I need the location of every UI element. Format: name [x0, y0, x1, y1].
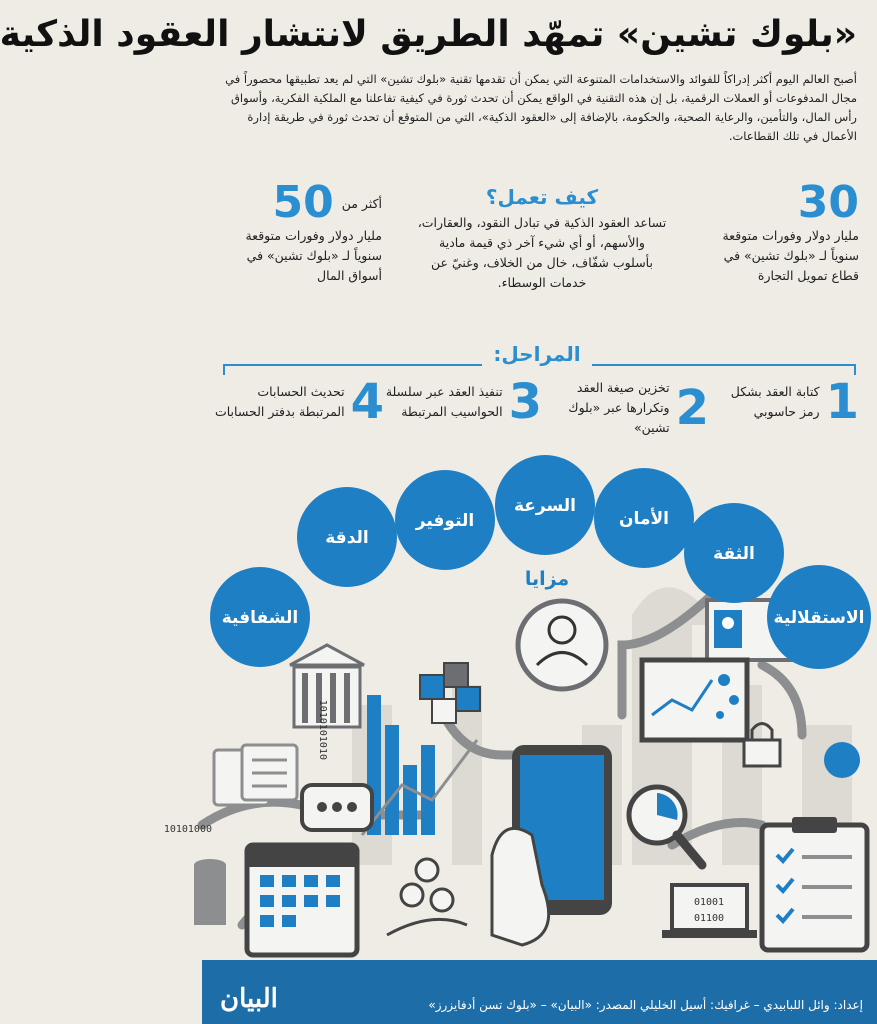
stage-3	[373, 374, 542, 430]
stage-text: تحديث الحسابات المرتبطة بدفتر الحسابات	[214, 384, 345, 419]
smartphone-icon	[492, 745, 612, 945]
advantage-label: الدقة	[325, 528, 369, 548]
coins-icon	[387, 859, 467, 935]
advantage-independence	[767, 565, 871, 669]
advantage-savings	[395, 470, 495, 570]
advantage-label: الأمان	[619, 509, 669, 529]
advantage-accuracy	[297, 487, 397, 587]
binary-text: 01100	[693, 913, 725, 924]
stat-trade-finance	[709, 177, 859, 286]
chat-bubble-icon	[302, 785, 372, 830]
dashboard-monitor-icon	[642, 660, 747, 740]
user-avatar-icon	[518, 601, 606, 689]
advantage-label: الثقة	[713, 544, 755, 564]
stage-text: تنفيذ العقد عبر سلسلة الحواسيب المرتبطة	[385, 384, 503, 419]
binary-text: 01001	[693, 897, 725, 908]
stat-number: 30	[797, 177, 859, 228]
laptop-icon	[662, 885, 757, 938]
advantage-label: الشفافية	[221, 608, 299, 628]
advantage-label: الاستقلالية	[773, 608, 865, 628]
stage-2	[540, 378, 709, 438]
stage-number: 3	[508, 374, 542, 430]
stat-number: 50	[272, 177, 334, 228]
page-title: «بلوك تشين» تمهّد الطريق لانتشار العقود الذكية	[0, 14, 857, 55]
stage-4	[214, 374, 384, 430]
calendar-icon	[247, 845, 357, 955]
stat-text: مليار دولار وفورات متوقعة سنوياً لـ «بلوك تشين» في أسواق المال	[245, 228, 382, 283]
advantage-trust	[684, 503, 784, 603]
badge-icon	[824, 742, 860, 778]
intro-paragraph: أصبح العالم اليوم أكثر إدراكاً للفوائد والاستخدامات المتنوعة التي يمكن أن تقدمها تقنية «بلوك تشين» التي لم يعد تطبيقها محصوراً في مجال المدفوعات أو العملات الرقمية، بل إن هذه التقنية في الواقع يمكن أن تحدث ثورة في كيفية تفاعلنا مع الملكية الفكرية، وأسواق رأس المال، والتأمين، والرعاية الصحية، والحكومة، بالإضافة إلى «العقود الذكية»، التي من المتوقع أن تحدث ثورة في طريقة إدارة الأعمال في تلك القطاعات.	[225, 72, 857, 143]
binary-text: 10101000	[163, 824, 212, 835]
advantage-security	[594, 468, 694, 568]
newspaper-logo: البيان	[220, 984, 278, 1014]
how-text: تساعد العقود الذكية في تبادل النقود، والعقارات، والأسهم، أو أي شيء آخر ذي قيمة مادية بأسلوب شفّاف، خال من الخلاف، وغنيّ عن خدمات الوسطاء.	[417, 215, 667, 290]
stage-text: كتابة العقد بشكل رمز حاسوبي	[730, 384, 820, 419]
advantages-title: مزايا	[524, 568, 570, 590]
stat-text: مليار دولار وفورات متوقعة سنوياً لـ «بلوك تشين» في قطاع تمويل التجارة	[722, 228, 859, 283]
stage-number: 1	[825, 374, 859, 430]
checklist-icon	[762, 817, 867, 950]
footer	[202, 960, 877, 1024]
stat-prefix: أكثر من	[341, 196, 382, 211]
advantage-label: السرعة	[513, 496, 577, 516]
advantages-illustration	[163, 455, 877, 960]
database-icon	[194, 859, 226, 925]
documents-icon	[214, 745, 297, 805]
advantage-speed	[495, 455, 595, 555]
stage-1	[724, 374, 859, 430]
advantage-transparency	[210, 567, 310, 667]
stat-capital-markets	[222, 177, 382, 286]
stage-text: تخزين صيغة العقد وتكرارها عبر «بلوك تشين»	[568, 380, 670, 435]
stage-number: 4	[350, 374, 384, 430]
advantage-label: التوفير	[415, 511, 475, 531]
binary-text: 1010101010	[317, 699, 328, 760]
how-it-works	[417, 185, 667, 293]
stage-number: 2	[675, 380, 709, 436]
footer-credit: إعداد: وائل اللبابيدي – غرافيك: أسيل الخليلي المصدر: «البيان» – «بلوك تسن أدفايزرز»	[428, 998, 863, 1012]
stages-title: المراحل:	[482, 342, 592, 366]
how-title: كيف تعمل؟	[485, 185, 599, 209]
